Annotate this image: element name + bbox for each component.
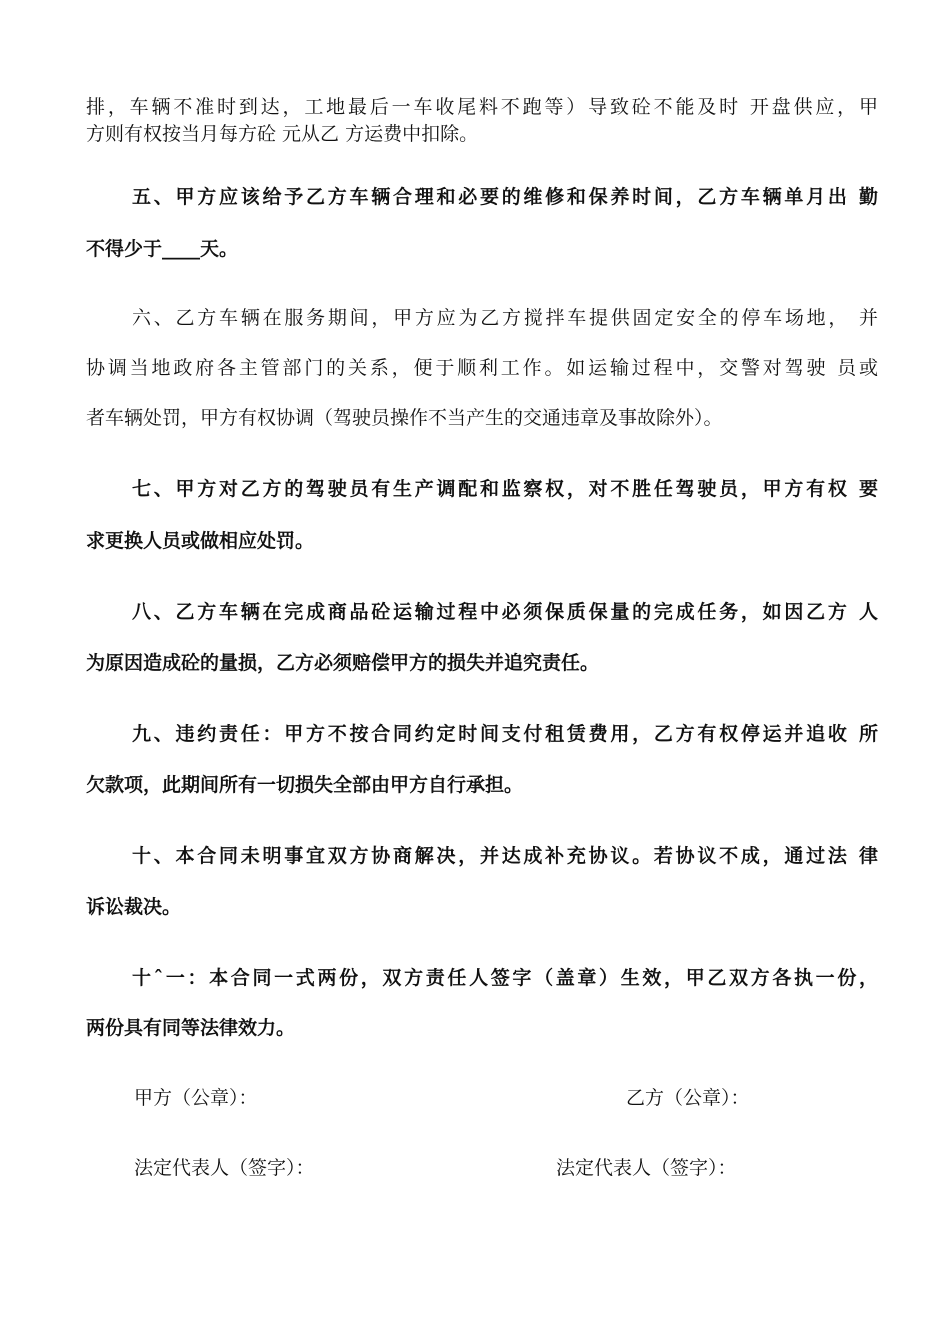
clause-5-line-1: 五、甲方应该给予乙方车辆合理和必要的维修和保养时间，乙方车辆单月出 勤 xyxy=(132,186,878,208)
clause-7-line-1: 七、甲方对乙方的驾驶员有生产调配和监察权，对不胜任驾驶员，甲方有权 要 xyxy=(132,478,878,500)
party-a-representative-label: 法定代表人（签字）： xyxy=(134,1157,315,1179)
clause-10-line-1: 十、本合同未明事宜双方协商解决，并达成补充协议。若协议不成，通过法 律 xyxy=(132,845,878,867)
clause-9-line-1: 九、违约责任：甲方不按合同约定时间支付租赁费用，乙方有权停运并追收 所 xyxy=(132,723,878,745)
clause-9-line-2: 欠款项，此期间所有一切损失全部由甲方自行承担。 xyxy=(86,774,524,796)
clause-4-line-1: 排，车辆不准时到达，工地最后一车收尾料不跑等）导致砼不能及时 开盘供应，甲 xyxy=(86,96,878,118)
clause-4-line-2: 方则有权按当月每方砼 元从乙 方运费中扣除。 xyxy=(86,123,479,145)
clause-5-line-2: 不得少于____天。 xyxy=(86,238,239,260)
clause-8-line-2: 为原因造成砼的量损，乙方必须赔偿甲方的损失并追究责任。 xyxy=(86,652,600,674)
clause-6-line-1: 六、乙方车辆在服务期间，甲方应为乙方搅拌车提供固定安全的停车场地， 并 xyxy=(132,307,878,329)
party-a-seal-label: 甲方（公章）： xyxy=(134,1087,258,1109)
clause-6-line-2: 协调当地政府各主管部门的关系，便于顺利工作。如运输过程中，交警对驾驶 员或 xyxy=(86,357,878,379)
party-b-representative-label: 法定代表人（签字）： xyxy=(556,1157,737,1179)
clause-6-line-3: 者车辆处罚，甲方有权协调（驾驶员操作不当产生的交通违章及事故除外）。 xyxy=(86,407,723,429)
clause-10-line-2: 诉讼裁决。 xyxy=(86,896,182,918)
party-b-seal-label: 乙方（公章）： xyxy=(626,1087,750,1109)
clause-7-line-2: 求更换人员或做相应处罚。 xyxy=(86,530,315,552)
clause-8-line-1: 八、乙方车辆在完成商品砼运输过程中必须保质保量的完成任务，如因乙方 人 xyxy=(132,601,878,623)
clause-11-line-2: 两份具有同等法律效力。 xyxy=(86,1017,296,1039)
clause-11-line-1: 十ˆ一：本合同一式两份，双方责任人签字（盖章）生效，甲乙双方各执一份， xyxy=(132,967,878,989)
